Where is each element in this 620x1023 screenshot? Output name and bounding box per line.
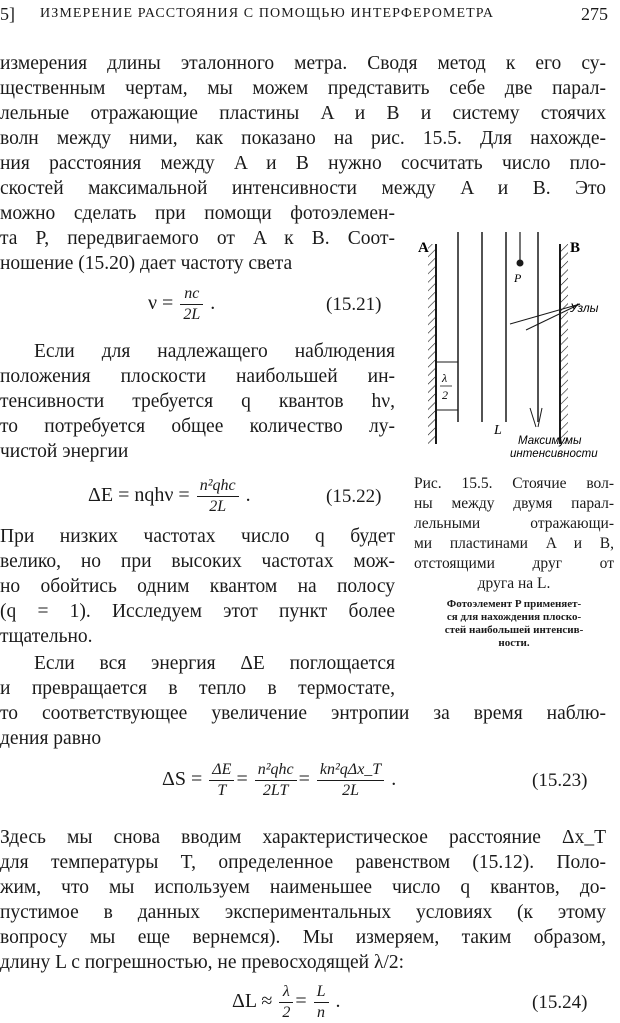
text-line: Если для надлежащего наблюдения <box>34 341 395 362</box>
caption-line: ны между двумя парал- <box>414 495 614 512</box>
eq-fraction <box>180 284 203 325</box>
eq-numerator: n²qhc <box>197 476 239 497</box>
text-line: положения плоскости наибольшей ин- <box>0 366 395 387</box>
label-b: B <box>570 240 581 256</box>
eq-tail: . <box>210 292 216 315</box>
label-p: P <box>514 271 522 285</box>
text-line: дения равно <box>0 728 102 749</box>
eq-numerator: kn²qΔx_T <box>317 760 384 781</box>
text-line: скостей максимальной интенсивности между A и B. Это <box>0 178 606 199</box>
caption-line: ми пластинами A и B, <box>414 535 614 552</box>
eq-fraction <box>197 476 239 517</box>
text-line: тенсивности требуется q квантов hν, <box>0 391 395 412</box>
text-line: и превращается в тепло в термостате, <box>0 678 395 699</box>
eq-tail: . <box>245 484 251 507</box>
text-line: велико, но при высоких частотах мож- <box>0 551 395 572</box>
equation-15-24: ΔL ≈ $\frac{\lambda}{2}$ = $\frac{L}{n}$ . <box>232 983 341 1021</box>
text-line: та P, передвигаемого от A к B. Соот- <box>0 228 395 249</box>
eq-lhs: ν = <box>148 292 174 315</box>
eq-fraction <box>255 760 297 801</box>
text-line: для температуры T, определенное равенством (15.12). Поло- <box>0 852 606 873</box>
subcaption-line: ся для нахождения плоско- <box>446 611 582 623</box>
text-line: вопросу мы еще вернемся). Мы измеряем, таким образом, <box>0 927 606 948</box>
plate-a-hatching <box>428 244 436 444</box>
subcaption-line: ности. <box>498 637 530 649</box>
equation-15-23: ΔS = $\frac{\Delta E}{T}$ = $\frac{\text{n²qhc}}{2LT}$ = $\frac{\text{kn²qΔx\_T}}{2L}$ . <box>162 761 397 799</box>
eq-tail: . <box>335 990 341 1013</box>
eq-denominator: 2L <box>183 306 201 323</box>
eq-denominator: n <box>317 1004 326 1021</box>
eq-numerator: nc <box>180 284 203 305</box>
eq-numerator: L <box>314 982 329 1003</box>
eq-numerator: n²qhc <box>255 760 297 781</box>
caption-line: Рис. 15.5. Стоячие вол- <box>414 475 614 492</box>
eq-denominator: 2 <box>282 1004 291 1021</box>
figure-subcaption <box>414 598 614 650</box>
eq-denominator: T <box>217 782 227 799</box>
figure-caption <box>414 474 614 594</box>
label-maxima-2: интенсивности <box>510 448 598 460</box>
text-line: жим, что мы используем наименьшее число q квантов, до- <box>0 877 606 898</box>
subcaption-line: Фотоэлемент P применяет- <box>446 598 582 610</box>
text-line: длину L с погрешностью, не превосходящей λ/2: <box>0 952 405 973</box>
running-header <box>0 4 608 30</box>
equation-15-21 <box>148 284 215 325</box>
maxima-arrow <box>530 408 536 427</box>
eq-fraction <box>209 760 234 801</box>
eq-lhs: ΔS = <box>162 768 203 791</box>
photocell <box>517 260 524 267</box>
eq-numerator: ΔE <box>209 760 234 781</box>
plate-b-hatching <box>560 244 568 444</box>
section-number: 5] <box>0 4 15 24</box>
text-line: можно сделать при помощи фотоэлемен- <box>0 203 395 224</box>
label-lambda-den: 2 <box>442 388 448 402</box>
text-line: пустимое в данных экспериментальных условиях (к этому <box>0 902 606 923</box>
eq-denominator: 2L <box>209 498 227 515</box>
text-line: тщательно. <box>0 626 93 647</box>
label-a: A <box>418 240 429 256</box>
caption-line: друга на L. <box>477 575 551 592</box>
label-lambda-num: λ <box>442 371 448 385</box>
text-line: (q = 1). Исследуем этот пункт более <box>0 601 395 622</box>
equation-number: (15.23) <box>532 770 588 791</box>
eq-lhs: ΔL ≈ <box>232 990 273 1013</box>
text-line: ния расстояния между A и B нужно сосчитать число пло- <box>0 153 606 174</box>
eq-fraction <box>317 760 384 801</box>
eq-denominator: 2LT <box>262 782 289 799</box>
text-line: лельные отражающие пластины A и B и систему стоячих <box>0 103 606 124</box>
label-maxima-1: Максимумы <box>518 435 582 447</box>
text-line: Если вся энергия ΔE поглощается <box>34 653 395 674</box>
text-line: то потребуется общее количество лу- <box>0 416 395 437</box>
caption-line: лельными отражающи- <box>414 515 614 532</box>
eq-numerator: λ <box>279 982 293 1003</box>
running-title: ИЗМЕРЕНИЕ РАССТОЯНИЯ С ПОМОЩЬЮ ИНТЕРФЕРОМЕТРА <box>40 6 495 21</box>
text-line: волн между ними, как показано на рис. 15.5. Для нахожде- <box>0 128 606 149</box>
equation-number: (15.24) <box>532 992 588 1013</box>
eq-fraction <box>279 982 293 1023</box>
text-line: измерения длины эталонного метра. Сводя метод к его су- <box>0 53 606 74</box>
label-l: L <box>494 423 502 438</box>
subcaption-line: стей наибольшей интенсив- <box>444 624 584 636</box>
eq-lhs: ΔE = nqhν = <box>88 484 190 507</box>
equation-number: (15.22) <box>326 486 382 507</box>
text-line: щественным чертам, мы можем представить себе две парал- <box>0 78 606 99</box>
text-line: но обойтись одним квантом на полосу <box>0 576 395 597</box>
equation-number: (15.21) <box>326 294 382 315</box>
text-line: Здесь мы снова вводим характеристическое расстояние Δx_T <box>0 827 606 848</box>
caption-line: отстоящими друг от <box>414 555 614 572</box>
eq-fraction <box>314 982 329 1023</box>
equation-15-22 <box>88 476 251 517</box>
text-line: При низких частотах число q будет <box>0 526 395 547</box>
eq-tail: . <box>391 768 397 791</box>
label-nodes: Узлы <box>570 301 599 315</box>
text-line: то соответствующее увеличение энтропии за время наблю- <box>0 703 606 724</box>
eq-denominator: 2L <box>342 782 359 799</box>
text-line: чистой энергии <box>0 441 129 462</box>
standing-wave-figure <box>410 232 615 462</box>
text-line: ношение (15.20) дает частоту света <box>0 253 293 274</box>
page-number: 275 <box>581 4 608 24</box>
